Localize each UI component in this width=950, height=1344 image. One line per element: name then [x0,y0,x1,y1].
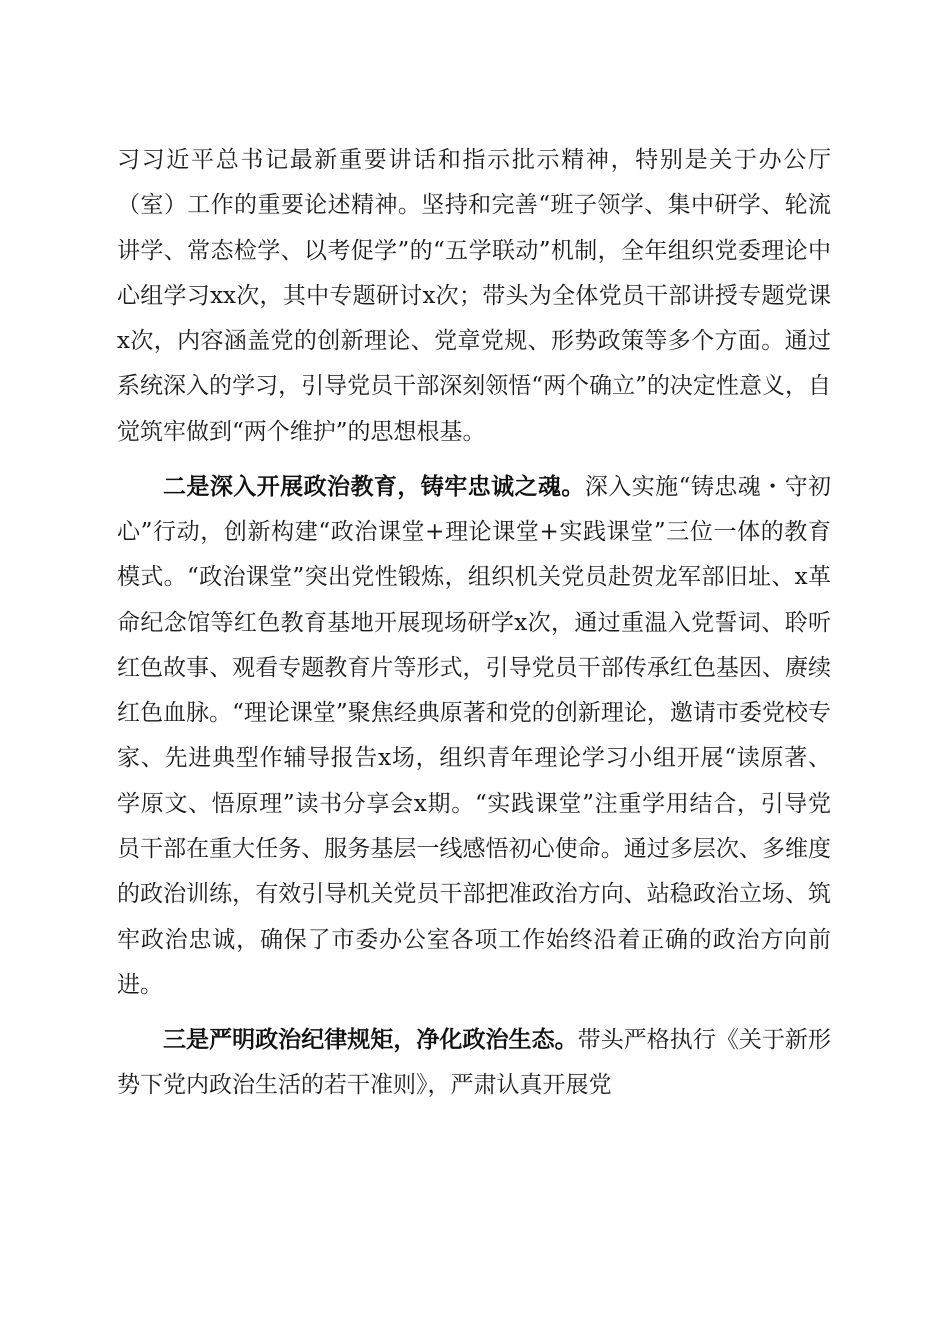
paragraph-2-lead: 二是深入开展政治教育，铸牢忠诚之魂。 [163,473,585,500]
paragraph-2 [117,465,831,1009]
document-body [117,138,831,1118]
paragraph-3-lead: 三是严明政治纪律规矩，净化政治生态。 [163,1026,578,1053]
paragraph-3 [117,1018,831,1109]
paragraph-3-text: 带头严格执行《关于新形势下党内政治生活的若干准则》，严肃认真开展党 [117,1026,832,1099]
paragraph-2-text: 深入实施“铸忠魂・守初心”行动，创新构建“政治课堂+理论课堂+实践课堂”三位一体的教育模式。“政治课堂”突出党性锻炼，组织机关党员赴贺龙军部旧址、x革命纪念馆等红色教育基地开展现场研学x次，通过重温入党誓词、聆听红色故事、观看专题教育片等形式，引导党员干部传承红色基因、赓续红色血脉。“理论课堂”聚焦经典原著和党的创新理论，邀请市委党校专家、先进典型作辅导报告x场，组织青年理论学习小组开展“读原著、学原文、悟原理”读书分享会x期。“实践课堂”注重学用结合，引导党员干部在重大任务、服务基层一线感悟初心使命。通过多层次、多维度的政治训练，有效引导机关党员干部把准政治方向、站稳政治立场、筑牢政治忠诚，确保了市委办公室各项工作始终沿着正确的政治方向前进。 [117,473,832,998]
paragraph-1 [117,138,831,455]
paragraph-1-text: 习习近平总书记最新重要讲话和指示批示精神，特别是关于办公厅（室）工作的重要论述精神。坚持和完善“班子领学、集中研学、轮流讲学、常态检学、以考促学”的“五学联动”机制，全年组织党委理论中心组学习xx次，其中专题研讨x次；带头为全体党员干部讲授专题党课x次，内容涵盖党的创新理论、党章党规、形势政策等多个方面。通过系统深入的学习，引导党员干部深刻领悟“两个确立”的决定性意义，自觉筑牢做到“两个维护”的思想根基。 [117,147,831,445]
